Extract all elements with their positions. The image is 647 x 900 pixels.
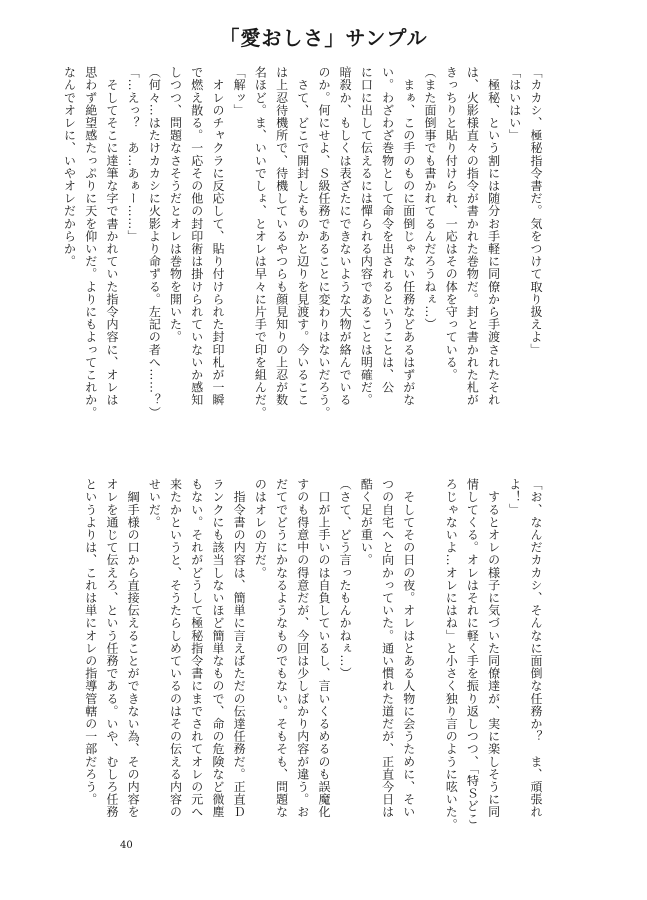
text-line: い。わざわざ巻物として命令を出されるということは、公 [380,66,395,394]
text-line: 情してくる。オレはそれに軽く手を振り返しつつ、「特Ｓどこ [465,478,480,825]
text-line: しつつ、問題なさそうだとオレは巻物を開いた。 [168,66,183,344]
text-line: というよりは、これは単にオレの指導管轄の一部だろう。 [83,478,98,806]
text-line: のはオレの方だ。 [253,478,268,579]
text-line: 思わず絶望感たっぷりに天を仰いだ。よりにもよってこれか。 [83,66,98,419]
text-line: は上忍待機所で、待機しているやつらも顔見知りの上忍が数 [274,66,289,407]
text-line: ランクにも該当しないほど簡単なもので、命の危険など微塵 [210,478,225,819]
page-title: 「愛おしさ」サンプル [219,26,428,50]
text-line: のか。何にせよ、Ｓ級任務であることに変わりはないだろう。 [316,66,331,419]
text-block-lower [83,478,546,836]
text-line: ろじゃないよ…オレにはね」と小さく独り言のように呟いた。 [444,478,459,831]
text-line: まぁ、この手のものに面倒じゃない任務などあるはずがな [401,66,416,407]
text-line: 「解ッ」 [232,66,247,117]
text-line: なんでオレに、いやオレだからか。 [62,66,77,268]
text-line: （何々…はたけカカシに火影より命ずる。左記の者へ……？） [147,66,162,419]
text-line: きっちりと貼り付けられ、一応はその体を守っている。 [444,66,459,381]
text-line: は、火影様直々の指令が書かれた巻物だ。封と書かれた札が [465,66,480,407]
text-line: 酷く足が重い。 [359,478,374,567]
text-line: 「お、なんだカカシ、そんなに面倒な任務か？ ま、頑張れ [529,478,543,819]
text-line: 「…えっ？ あ…あぁー……」 [126,66,141,243]
text-line: すのも得意中の得意だが、今回は少しばかり内容が違う。お [295,478,310,819]
text-line: よ！」 [507,478,522,516]
text-line: 「カカシ、極秘指令書だ。気をつけて取り扱えよ」 [529,66,543,356]
text-line: 指令書の内容は、簡単に言えばただの伝達任務だ。正直Ｄ [232,478,247,819]
text-line: もない。それがどうして極秘指令書にまでされてオレの元へ [189,478,204,819]
text-line: 極秘、という割には随分お手軽に同僚から手渡されたそれ [486,66,501,407]
text-line: せいだ。 [147,478,162,529]
text-line: で燃え散る。一応その他の封印術は掛けられていないか感知 [189,66,204,407]
text-line: に口に出して伝えるには憚られる内容であることは明確だ。 [359,66,374,407]
text-line: するとオレの様子に気づいた同僚達が、実に楽しそうに同 [486,478,501,819]
text-line: 暗殺か、もしくは表ざたにできないような大物が絡んでいる [338,66,353,407]
text-line: だてでどうにかなるようなものでもない。そもそも、問題な [274,478,289,819]
text-line: 名ほど。ま、いいでしょ、とオレは早々に片手で印を組んだ。 [253,66,268,419]
text-line: オレのチャクラに反応して、貼り付けられた封印札が一瞬 [210,66,225,407]
text-line: （さて、どう言ったもんかねぇ…） [338,478,353,680]
text-line: さて、どこで開封したものかと辺りを見渡す。今いるここ [295,66,310,407]
text-line: 口が上手いのは自負しているし、言いくるめるのも誤魔化 [316,478,331,819]
text-line: （また面倒事でも書かれてるんだろうねぇ…） [422,66,437,331]
text-line: そしてそこに達筆な字で書かれていた指令内容に、オレは [104,66,119,407]
text-block-upper [62,66,546,446]
text-line: オレを通じて伝えろ、という任務である。いや、むしろ任務 [104,478,119,819]
text-line [419,478,440,836]
text-line: 「はいはい」 [507,66,522,142]
page-number: 40 [120,840,133,851]
text-line: つの自宅へと向かっていた。通い慣れた道だが、正直今日は [380,478,395,819]
text-line: そしてその日の夜。オレはとある人物に会うために、そい [401,478,416,819]
text-line: 来たかというと、そうたらしめているのはその伝える内容の [168,478,183,819]
text-line: 綱手様の口から直接伝えることができない為、その内容を [126,478,141,819]
